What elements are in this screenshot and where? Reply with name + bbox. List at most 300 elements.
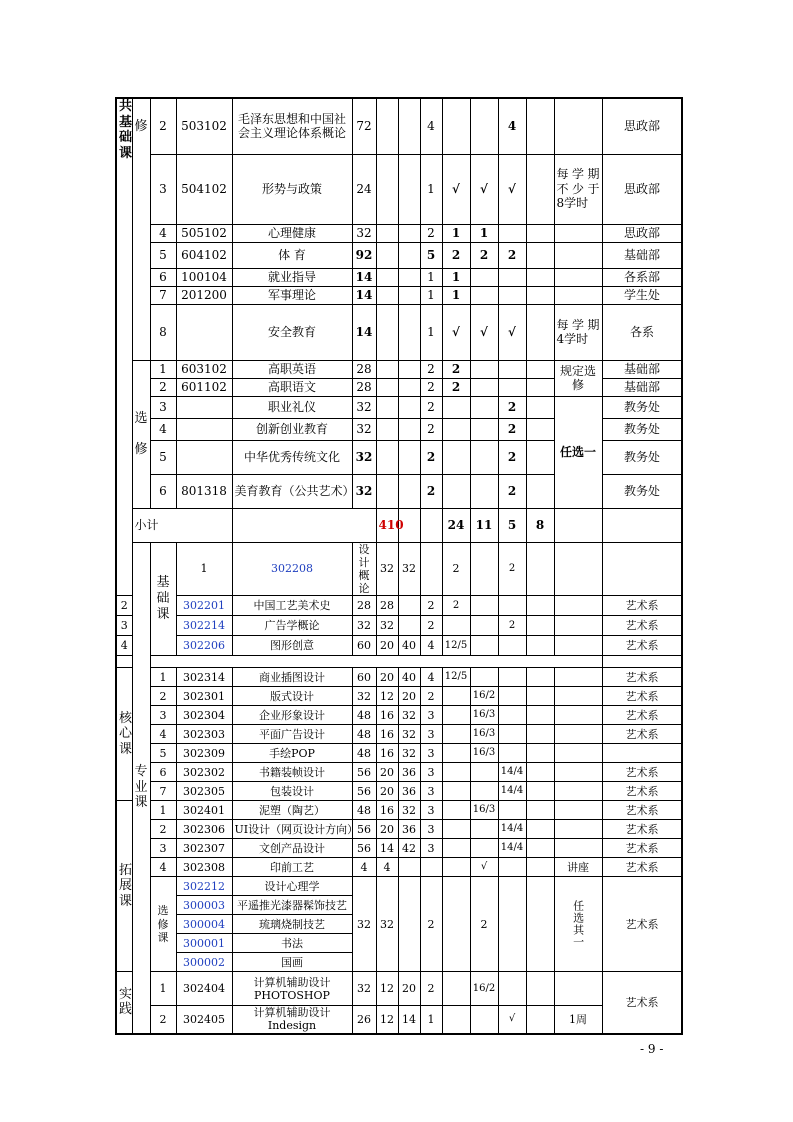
course-theory: 16 — [376, 706, 398, 725]
course-dept: 艺术系 — [602, 801, 682, 820]
course-code: 302309 — [176, 744, 232, 763]
course-theory — [376, 304, 398, 360]
subtotal-label: 小计 — [132, 508, 232, 542]
course-dept: 艺术系 — [602, 596, 682, 616]
course-note — [554, 820, 602, 839]
subtotal-hours: 410 — [376, 508, 398, 542]
course-code: 302214 — [176, 616, 232, 636]
sem-4 — [526, 98, 554, 154]
subtotal-row — [116, 508, 682, 542]
course-no: 4 — [150, 418, 176, 440]
course-practice — [398, 304, 420, 360]
sem-1 — [442, 763, 470, 782]
course-hours: 56 — [352, 820, 376, 839]
course-practice — [398, 858, 420, 877]
elective-course-row — [116, 396, 682, 418]
sem-3 — [498, 725, 526, 744]
sem-1 — [442, 972, 470, 1006]
sem-1: 12/5 — [442, 668, 470, 687]
course-code: 300003 — [176, 896, 232, 915]
course-hours: 14 — [352, 304, 376, 360]
sem-4 — [526, 474, 554, 508]
course-no: 1 — [150, 668, 176, 687]
course-code: 302301 — [176, 687, 232, 706]
course-theory: 20 — [376, 668, 398, 687]
sem-3 — [498, 378, 526, 396]
major-basic-row — [116, 636, 682, 656]
sem-2: √ — [470, 154, 498, 224]
sem-1: 1 — [442, 224, 470, 242]
course-code — [176, 440, 232, 474]
course-practice — [398, 360, 420, 378]
course-practice: 40 — [398, 636, 420, 656]
sem-3: 14/4 — [498, 839, 526, 858]
sem-2 — [470, 1006, 498, 1034]
sem-4 — [526, 304, 554, 360]
course-hours: 32 — [376, 542, 398, 596]
sem-3 — [498, 286, 526, 304]
course-credit: 1 — [420, 268, 442, 286]
sem-4 — [526, 839, 554, 858]
course-no: 7 — [150, 782, 176, 801]
sem-2 — [470, 268, 498, 286]
course-hours: 32 — [352, 972, 376, 1006]
sem-3 — [498, 706, 526, 725]
sem-1 — [442, 858, 470, 877]
course-dept: 学生处 — [602, 286, 682, 304]
course-hours: 60 — [352, 668, 376, 687]
course-name: 琉璃烧制技艺 — [232, 915, 352, 934]
course-name: 书法 — [232, 934, 352, 953]
course-theory: 14 — [376, 839, 398, 858]
category-major: 专 业 课 — [132, 542, 150, 1034]
course-no: 4 — [150, 224, 176, 242]
sem-2 — [470, 360, 498, 378]
course-credit: 2 — [420, 360, 442, 378]
subtotal-note — [602, 508, 682, 542]
course-credit: 3 — [420, 763, 442, 782]
course-code: 302304 — [176, 706, 232, 725]
course-no: 7 — [150, 286, 176, 304]
spacer-cell — [116, 656, 602, 668]
course-theory — [376, 286, 398, 304]
public-course-row — [116, 304, 682, 360]
course-code — [176, 418, 232, 440]
sem-2: 16/2 — [470, 972, 498, 1006]
course-theory: 12 — [376, 687, 398, 706]
subtotal-practice — [420, 508, 442, 542]
sem-4 — [526, 725, 554, 744]
course-theory — [376, 224, 398, 242]
public-course-row — [116, 98, 682, 154]
course-no: 4 — [150, 858, 176, 877]
course-theory: 16 — [376, 744, 398, 763]
sem-3 — [498, 687, 526, 706]
sem-4 — [526, 858, 554, 877]
sem-1 — [442, 616, 470, 636]
sem-1 — [442, 744, 470, 763]
sem-1: √ — [442, 154, 470, 224]
course-name: 毛泽东思想和中国社会主义理论体系概论 — [232, 98, 352, 154]
course-note: 讲座 — [554, 858, 602, 877]
course-hours: 32 — [352, 396, 376, 418]
sem-2 — [470, 440, 498, 474]
sem-2 — [470, 396, 498, 418]
major-basic-row — [116, 616, 682, 636]
course-dept: 艺术系 — [602, 839, 682, 858]
sem-1: 1 — [442, 268, 470, 286]
sem-2: 2 — [470, 877, 498, 972]
sem-2 — [470, 596, 498, 616]
course-code: 601102 — [176, 378, 232, 396]
course-name: 职业礼仪 — [232, 396, 352, 418]
public-course-row — [116, 154, 682, 224]
course-hours: 28 — [352, 360, 376, 378]
sem-3 — [498, 858, 526, 877]
course-name: 军事理论 — [232, 286, 352, 304]
course-dept: 艺术系 — [602, 782, 682, 801]
course-hours: 32 — [352, 616, 376, 636]
sem-4 — [526, 972, 554, 1006]
course-credit: 2 — [420, 418, 442, 440]
course-note — [554, 744, 602, 763]
course-no: 4 — [150, 725, 176, 744]
course-hours: 14 — [352, 268, 376, 286]
course-theory — [376, 474, 398, 508]
sem-1 — [442, 820, 470, 839]
course-name: 中国工艺美术史 — [232, 596, 352, 616]
subtotal-credit: 24 — [442, 508, 470, 542]
sem-2 — [470, 418, 498, 440]
course-name: 文创产品设计 — [232, 839, 352, 858]
course-hours: 32 — [352, 474, 376, 508]
major-core-row — [116, 706, 682, 725]
course-hours: 60 — [352, 636, 376, 656]
course-dept: 艺术系 — [602, 616, 682, 636]
category-major-ext: 拓 展 课 — [116, 801, 132, 972]
sem-1 — [470, 542, 498, 596]
course-dept — [602, 744, 682, 763]
sem-4 — [526, 687, 554, 706]
course-hours: 32 — [352, 224, 376, 242]
course-practice: 40 — [398, 668, 420, 687]
course-code: 801318 — [176, 474, 232, 508]
sem-2 — [470, 636, 498, 656]
course-name: 形势与政策 — [232, 154, 352, 224]
course-practice — [420, 542, 442, 596]
course-code: 302306 — [176, 820, 232, 839]
elective-course-row — [116, 360, 682, 378]
course-theory — [376, 268, 398, 286]
sem-4 — [526, 378, 554, 396]
practice-course-row — [116, 972, 682, 1006]
course-name: 书籍装帧设计 — [232, 763, 352, 782]
course-hours: 14 — [352, 286, 376, 304]
course-credit: 3 — [420, 706, 442, 725]
course-code: 300002 — [176, 953, 232, 972]
subtotal-sem-1: 11 — [470, 508, 498, 542]
course-practice — [398, 286, 420, 304]
course-practice — [398, 440, 420, 474]
major-core-row — [116, 668, 682, 687]
sem-2: 2 — [498, 542, 526, 596]
course-note — [554, 596, 602, 616]
course-note — [554, 286, 602, 304]
course-no: 2 — [150, 378, 176, 396]
course-note — [554, 706, 602, 725]
course-note — [554, 98, 602, 154]
course-no: 6 — [150, 268, 176, 286]
course-hours: 24 — [352, 154, 376, 224]
sem-3 — [498, 801, 526, 820]
optional-note: 任选其一 — [554, 877, 602, 972]
course-note — [554, 668, 602, 687]
sem-3: √ — [498, 1006, 526, 1034]
spacer-row — [116, 656, 682, 668]
course-credit: 3 — [420, 820, 442, 839]
course-name: 中华优秀传统文化 — [232, 440, 352, 474]
sem-2 — [470, 839, 498, 858]
course-dept: 基础部 — [602, 360, 682, 378]
public-course-row — [116, 286, 682, 304]
sem-3: 2 — [498, 616, 526, 636]
course-dept: 艺术系 — [602, 706, 682, 725]
course-name: 印前工艺 — [232, 858, 352, 877]
course-credit: 1 — [420, 286, 442, 304]
sem-3: 14/4 — [498, 782, 526, 801]
course-name: 泥塑（陶艺） — [232, 801, 352, 820]
course-no: 5 — [150, 744, 176, 763]
sem-3 — [498, 596, 526, 616]
course-practice: 20 — [398, 972, 420, 1006]
course-dept: 艺术系 — [602, 763, 682, 782]
course-theory: 16 — [376, 801, 398, 820]
sem-3: 14/4 — [498, 820, 526, 839]
course-theory: 16 — [376, 725, 398, 744]
course-code: 604102 — [176, 242, 232, 268]
course-practice: 36 — [398, 782, 420, 801]
course-practice — [398, 378, 420, 396]
course-code: 300001 — [176, 934, 232, 953]
course-note: 每学期4学时 — [554, 304, 602, 360]
sem-2 — [470, 782, 498, 801]
course-theory — [376, 396, 398, 418]
sem-1: 2 — [442, 360, 470, 378]
course-hours: 32 — [352, 687, 376, 706]
course-code: 603102 — [176, 360, 232, 378]
sem-3 — [498, 668, 526, 687]
course-theory: 20 — [376, 763, 398, 782]
course-practice: 20 — [398, 687, 420, 706]
course-credit: 3 — [420, 801, 442, 820]
course-hours: 32 — [352, 418, 376, 440]
course-credit: 2 — [420, 687, 442, 706]
course-credit: 4 — [420, 668, 442, 687]
course-no: 2 — [150, 98, 176, 154]
sem-3 — [498, 972, 526, 1006]
sem-2 — [470, 286, 498, 304]
course-name: 计算机辅助设计Indesign — [232, 1006, 352, 1034]
course-note — [554, 268, 602, 286]
course-practice — [398, 596, 420, 616]
course-no: 3 — [150, 154, 176, 224]
course-theory: 32 — [376, 616, 398, 636]
course-note: 1周 — [554, 1006, 602, 1034]
course-dept: 艺术系 — [602, 725, 682, 744]
sem-2 — [470, 763, 498, 782]
sem-3 — [498, 744, 526, 763]
sem-1 — [442, 687, 470, 706]
course-practice — [398, 268, 420, 286]
course-practice: 32 — [398, 706, 420, 725]
course-note — [602, 542, 682, 596]
course-note — [554, 636, 602, 656]
course-note — [554, 687, 602, 706]
major-core-row — [116, 763, 682, 782]
sem-3: √ — [498, 154, 526, 224]
course-theory — [376, 418, 398, 440]
course-credit: 2 — [420, 972, 442, 1006]
sem-2 — [470, 378, 498, 396]
course-credit: 2 — [420, 877, 442, 972]
course-note: 每学期不少于8学时 — [554, 154, 602, 224]
course-hours: 28 — [352, 596, 376, 616]
course-name: 高职英语 — [232, 360, 352, 378]
public-course-row — [116, 268, 682, 286]
course-no: 3 — [150, 706, 176, 725]
course-practice: 14 — [398, 1006, 420, 1034]
sem-1: 2 — [442, 378, 470, 396]
sem-4 — [526, 616, 554, 636]
sem-4 — [526, 440, 554, 474]
course-code — [176, 396, 232, 418]
course-code: 302405 — [176, 1006, 232, 1034]
sem-4 — [526, 154, 554, 224]
sem-4 — [526, 224, 554, 242]
sem-1 — [442, 418, 470, 440]
sem-1 — [442, 440, 470, 474]
course-dept: 思政部 — [602, 154, 682, 224]
course-no: 2 — [116, 596, 132, 616]
course-name: UI设计（网页设计方向） — [232, 820, 352, 839]
course-code: 201200 — [176, 286, 232, 304]
course-hours: 92 — [352, 242, 376, 268]
course-practice — [398, 224, 420, 242]
course-dept: 各系 — [602, 304, 682, 360]
course-theory: 20 — [376, 782, 398, 801]
sem-3: 2 — [498, 396, 526, 418]
course-name: 企业形象设计 — [232, 706, 352, 725]
course-name: 广告学概论 — [232, 616, 352, 636]
sem-4 — [526, 242, 554, 268]
course-code: 300004 — [176, 915, 232, 934]
course-practice — [398, 98, 420, 154]
sem-3: 2 — [498, 440, 526, 474]
course-practice: 42 — [398, 839, 420, 858]
course-name: 设计概论 — [352, 542, 376, 596]
course-no: 2 — [150, 820, 176, 839]
sem-1 — [442, 839, 470, 858]
sem-3: √ — [498, 304, 526, 360]
course-name: 体 育 — [232, 242, 352, 268]
sem-2 — [470, 98, 498, 154]
course-practice — [398, 877, 420, 972]
category-public-basic: 共 基 础 课 — [116, 98, 132, 596]
course-name: 安全教育 — [232, 304, 352, 360]
sem-3 — [498, 268, 526, 286]
sem-1 — [442, 1006, 470, 1034]
sem-1: 12/5 — [442, 636, 470, 656]
course-practice — [398, 418, 420, 440]
sem-3: 14/4 — [498, 763, 526, 782]
sem-1 — [442, 725, 470, 744]
elective-note-any: 任选一 — [554, 396, 602, 508]
course-no: 3 — [116, 616, 132, 636]
course-dept: 艺术系 — [602, 636, 682, 656]
course-practice — [398, 154, 420, 224]
course-theory — [376, 440, 398, 474]
sem-4 — [526, 744, 554, 763]
sem-4 — [526, 706, 554, 725]
sem-4 — [526, 418, 554, 440]
course-code: 302401 — [176, 801, 232, 820]
sem-1: √ — [442, 304, 470, 360]
course-credit: 2 — [420, 378, 442, 396]
curriculum-table — [115, 97, 683, 1035]
course-practice — [398, 474, 420, 508]
course-practice — [398, 242, 420, 268]
course-credit: 3 — [420, 839, 442, 858]
sem-4 — [526, 801, 554, 820]
course-dept: 教务处 — [602, 396, 682, 418]
course-theory: 20 — [376, 820, 398, 839]
sem-3 — [498, 360, 526, 378]
course-no: 1 — [176, 542, 232, 596]
course-name: 包装设计 — [232, 782, 352, 801]
course-dept: 艺术系 — [602, 687, 682, 706]
course-hours: 48 — [352, 744, 376, 763]
sem-4 — [526, 360, 554, 378]
sem-2: 2 — [470, 242, 498, 268]
course-hours: 32 — [352, 440, 376, 474]
course-code: 302314 — [176, 668, 232, 687]
course-no: 3 — [150, 839, 176, 858]
sem-4 — [554, 542, 602, 596]
sem-4 — [526, 1006, 554, 1034]
course-name: 创新创业教育 — [232, 418, 352, 440]
sem-4 — [526, 286, 554, 304]
sem-2: √ — [470, 858, 498, 877]
course-name: 手绘POP — [232, 744, 352, 763]
course-no: 6 — [150, 474, 176, 508]
course-dept: 艺术系 — [602, 668, 682, 687]
course-name: 计算机辅助设计PHOTOSHOP — [232, 972, 352, 1006]
category-major-core: 核 心 课 — [116, 668, 132, 801]
sem-4 — [526, 763, 554, 782]
course-credit: 2 — [420, 440, 442, 474]
major-basic-row — [116, 596, 682, 616]
sem-1 — [442, 706, 470, 725]
sem-4 — [526, 268, 554, 286]
sem-4 — [526, 668, 554, 687]
course-code: 302307 — [176, 839, 232, 858]
course-code: 302208 — [232, 542, 352, 596]
course-credit: 2 — [420, 396, 442, 418]
practice-course-row — [116, 1006, 682, 1034]
sem-1: 2 — [442, 242, 470, 268]
course-no: 5 — [150, 242, 176, 268]
course-credit: 1 — [420, 304, 442, 360]
